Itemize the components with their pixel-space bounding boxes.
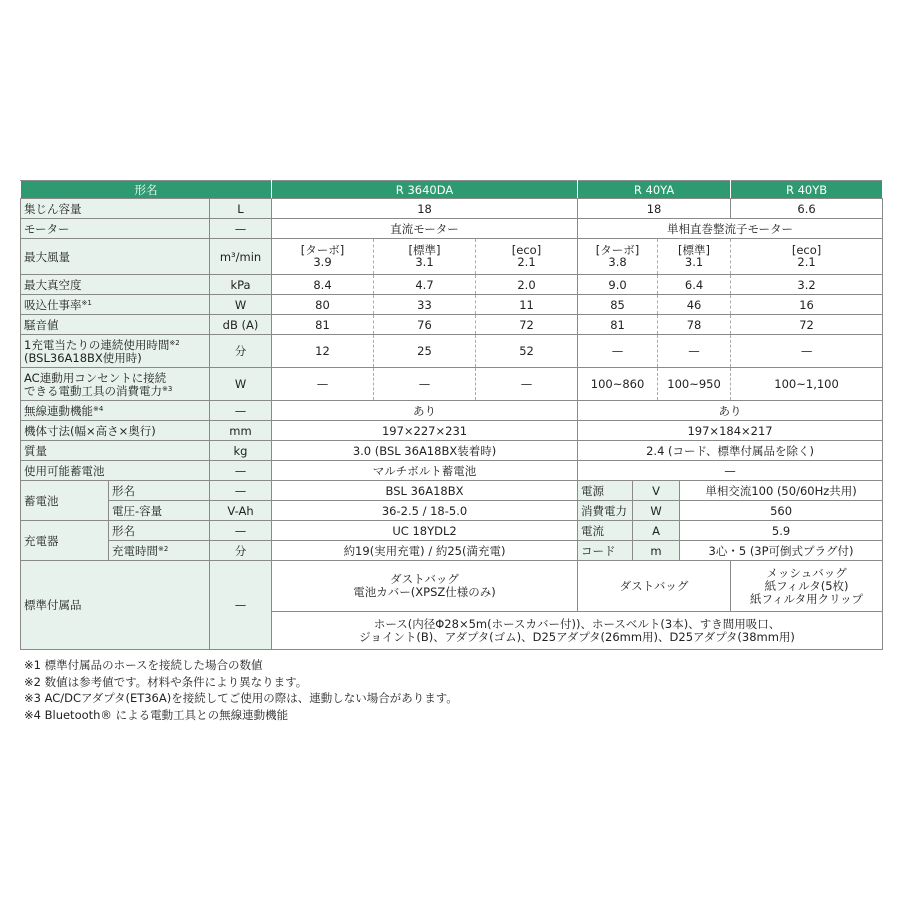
power-draw-m1-standard: — [374,368,476,401]
ac-current-unit: A [633,521,680,541]
charger-time-unit: 分 [210,541,272,561]
charger-model-value: UC 18YDL2 [272,521,578,541]
accessories-m2: ダストバッグ [578,561,731,612]
airflow-m23-eco: [eco] 2.1 [731,239,883,275]
row-runtime [21,335,883,368]
suction-m23-eco: 16 [731,295,883,315]
footnote-1: ※1 標準付属品のホースを接続した場合の数値 [24,658,263,672]
runtime-m23-eco: — [731,335,883,368]
motor-label: モーター [21,219,210,239]
wireless-m1: あり [272,401,578,421]
vacuum-m1-standard: 4.7 [374,275,476,295]
motor-m1: 直流モーター [272,219,578,239]
row-dimensions [21,421,883,441]
charger-time-value: 約19(実用充電) / 約25(満充電) [272,541,578,561]
power-draw-unit: W [210,368,272,401]
accessories-unit: — [210,561,272,650]
charger-time-label: 充電時間$^{※2}$ [109,541,210,561]
battery-voltage-unit: V-Ah [210,501,272,521]
row-wireless [21,401,883,421]
dimensions-m23: 197×184×217 [578,421,883,441]
ac-consumption-unit: W [633,501,680,521]
model-header: 形名 [21,181,272,199]
ac-cord-value: 3心・5 (3P可倒式プラグ付) [680,541,883,561]
capacity-m3: 6.6 [731,199,883,219]
battery-usable-label: 使用可能蓄電池 [21,461,210,481]
charger-model-unit: — [210,521,272,541]
wireless-m23: あり [578,401,883,421]
airflow-label: 最大風量 [21,239,210,275]
vacuum-unit: kPa [210,275,272,295]
vacuum-m23-turbo: 9.0 [578,275,658,295]
noise-unit: dB (A) [210,315,272,335]
charger-label: 充電器 [21,521,109,561]
suction-m23-standard: 46 [658,295,731,315]
charger-model-label: 形名 [109,521,210,541]
model-r40yb: R 40YB [731,181,883,199]
vacuum-m1-eco: 2.0 [476,275,578,295]
suction-unit: W [210,295,272,315]
ac-cord-label: コード [578,541,633,561]
row-charger-model [21,521,883,541]
suction-m1-standard: 33 [374,295,476,315]
row-battery-voltage [21,501,883,521]
battery-model-label: 形名 [109,481,210,501]
airflow-m1-eco: [eco] 2.1 [476,239,578,275]
vacuum-label: 最大真空度 [21,275,210,295]
power-draw-m23-eco: 100~1,100 [731,368,883,401]
power-draw-m1-turbo: — [272,368,374,401]
runtime-unit: 分 [210,335,272,368]
airflow-unit: m³/min [210,239,272,275]
accessories-m3: メッシュバッグ 紙フィルタ(5枚) 紙フィルタ用クリップ [731,561,883,612]
footnote-2: ※2 数値は参考値です。材料や条件により異なります。 [24,674,308,689]
noise-m23-standard: 78 [658,315,731,335]
row-airflow [21,239,883,275]
row-motor [21,219,883,239]
mass-label: 質量 [21,441,210,461]
dimensions-unit: mm [210,421,272,441]
mass-m23: 2.4 (コード、標準付属品を除く) [578,441,883,461]
airflow-m1-turbo: [ターボ] 3.9 [272,239,374,275]
power-draw-m1-eco: — [476,368,578,401]
dimensions-m1: 197×227×231 [272,421,578,441]
runtime-m23-turbo: — [578,335,658,368]
row-power-draw [21,368,883,401]
runtime-m1-turbo: 12 [272,335,374,368]
model-r40ya: R 40YA [578,181,731,199]
row-battery-usable [21,461,883,481]
accessories-m1: ダストバッグ 電池カバー(XPSZ仕様のみ) [272,561,578,612]
battery-label: 蓄電池 [21,481,109,521]
power-draw-label: AC連動用コンセントに接続 できる電動工具の消費電力$^{※3}$ [21,368,210,401]
runtime-m1-standard: 25 [374,335,476,368]
noise-m1-standard: 76 [374,315,476,335]
battery-model-value: BSL 36A18BX [272,481,578,501]
noise-m23-eco: 72 [731,315,883,335]
wireless-unit: — [210,401,272,421]
capacity-unit: L [210,199,272,219]
capacity-m2: 18 [578,199,731,219]
airflow-m1-standard: [標準] 3.1 [374,239,476,275]
battery-voltage-label: 電圧-容量 [109,501,210,521]
row-suction [21,295,883,315]
footnote-3: ※3 AC/DCアダプタ(ET36A)を接続してご使用の際は、連動しない場合があります。 [24,691,458,705]
suction-m1-eco: 11 [476,295,578,315]
footnote-4: ※4 Bluetooth® による電動工具との無線連動機能 [24,707,289,722]
row-vacuum [21,275,883,295]
ac-current-value: 5.9 [680,521,883,541]
suction-label: 吸込仕事率$^{※1}$ [21,295,210,315]
accessories-label: 標準付属品 [21,561,210,650]
row-noise [21,315,883,335]
capacity-m1: 18 [272,199,578,219]
runtime-m1-eco: 52 [476,335,578,368]
ac-cord-unit: m [633,541,680,561]
battery-model-unit: — [210,481,272,501]
ac-source-label: 電源 [578,481,633,501]
wireless-label: 無線連動機能$^{※4}$ [21,401,210,421]
row-battery-model [21,481,883,501]
dimensions-label: 機体寸法(幅×高さ×奥行) [21,421,210,441]
noise-m1-eco: 72 [476,315,578,335]
runtime-m23-standard: — [658,335,731,368]
motor-m23: 単相直巻整流子モーター [578,219,883,239]
noise-label: 騒音値 [21,315,210,335]
motor-unit: — [210,219,272,239]
footnotes [24,657,458,723]
vacuum-m23-standard: 6.4 [658,275,731,295]
suction-m1-turbo: 80 [272,295,374,315]
ac-source-unit: V [633,481,680,501]
battery-voltage-value: 36-2.5 / 18-5.0 [272,501,578,521]
airflow-m23-turbo: [ターボ] 3.8 [578,239,658,275]
ac-source-value: 単相交流100 (50/60Hz共用) [680,481,883,501]
runtime-label: 1充電当たりの連続使用時間$^{※2}$ (BSL36A18BX使用時) [21,335,210,368]
row-charger-time [21,541,883,561]
noise-m1-turbo: 81 [272,315,374,335]
ac-current-label: 電流 [578,521,633,541]
row-accessories [21,561,883,612]
capacity-label: 集じん容量 [21,199,210,219]
power-draw-m23-standard: 100~950 [658,368,731,401]
battery-usable-m23: — [578,461,883,481]
vacuum-m23-eco: 3.2 [731,275,883,295]
row-capacity [21,199,883,219]
noise-m23-turbo: 81 [578,315,658,335]
mass-unit: kg [210,441,272,461]
ac-consumption-label: 消費電力 [578,501,633,521]
accessories-common: ホース(内径Φ28×5m(ホースカバー付))、ホースベルト(3本)、すき間用吸口、 ジョイント(B)、アダプタ(ゴム)、D25アダプタ(26mm用)、D25アダプタ(38mm用) [272,612,883,650]
header-row [21,181,883,199]
battery-usable-unit: — [210,461,272,481]
vacuum-m1-turbo: 8.4 [272,275,374,295]
battery-usable-m1: マルチボルト蓄電池 [272,461,578,481]
spec-table [20,180,883,650]
suction-m23-turbo: 85 [578,295,658,315]
model-r3640da: R 3640DA [272,181,578,199]
mass-m1: 3.0 (BSL 36A18BX装着時) [272,441,578,461]
airflow-m23-standard: [標準] 3.1 [658,239,731,275]
ac-consumption-value: 560 [680,501,883,521]
row-mass [21,441,883,461]
power-draw-m23-turbo: 100~860 [578,368,658,401]
